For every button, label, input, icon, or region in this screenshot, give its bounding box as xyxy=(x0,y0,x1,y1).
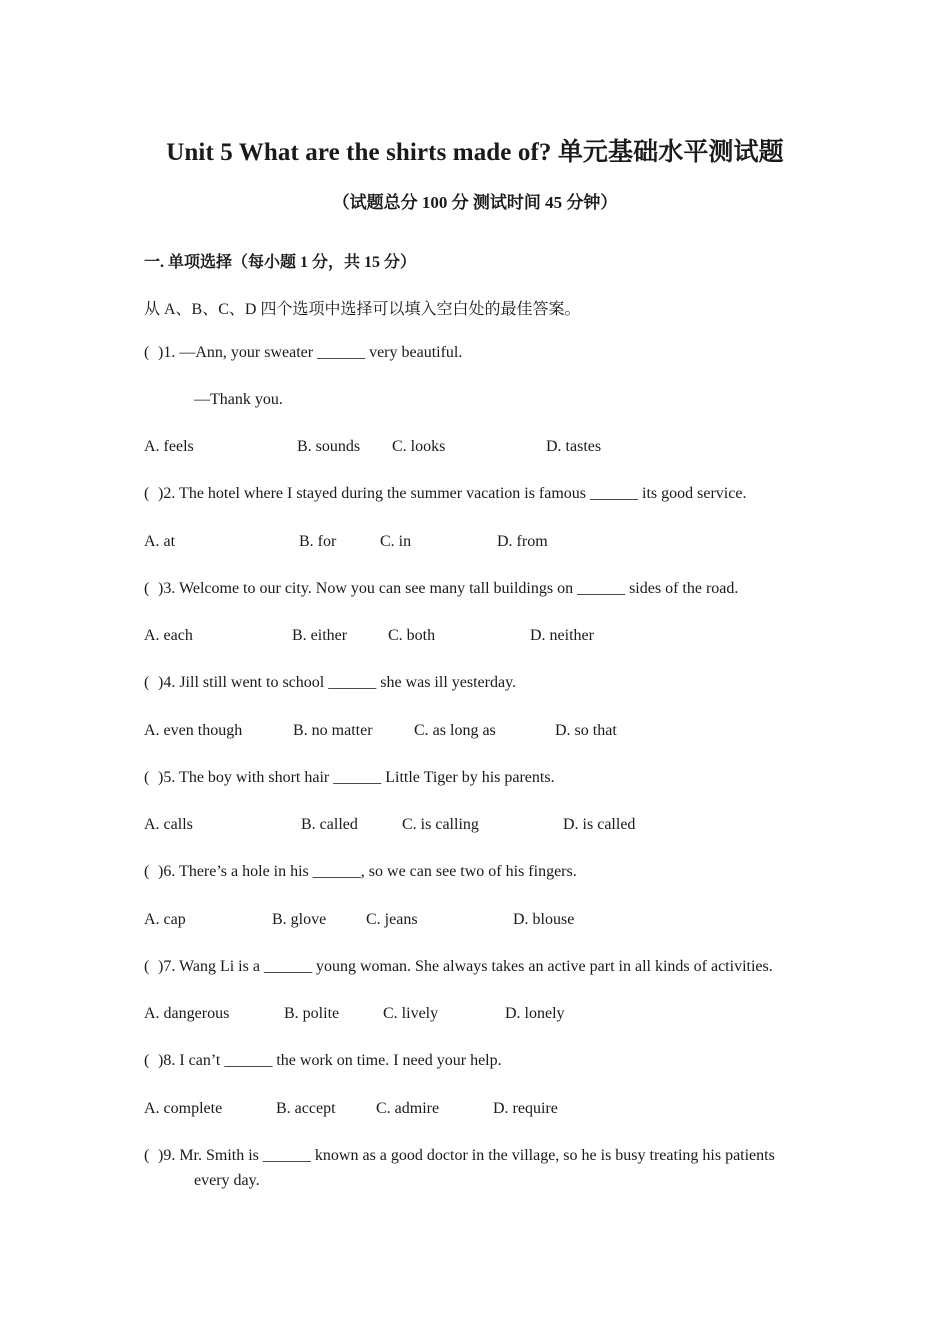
option-d: D. so that xyxy=(555,722,617,739)
question-3 xyxy=(144,580,738,598)
option-a: A. feels xyxy=(144,438,194,455)
option-b: B. for xyxy=(299,533,337,550)
section-heading: 一. 单项选择（每小题 1 分，共 15 分） xyxy=(144,254,417,271)
question-5 xyxy=(144,769,555,787)
question-stem: )2. The hotel where I stayed during the summer vacation is famous ______ its good service. xyxy=(158,485,747,502)
question-stem-continued: every day. xyxy=(194,1172,260,1189)
option-a: A. calls xyxy=(144,816,193,833)
option-a: A. dangerous xyxy=(144,1005,230,1022)
option-b: B. called xyxy=(301,816,358,833)
option-d: D. tastes xyxy=(546,438,602,455)
question-4 xyxy=(144,674,516,692)
option-b: B. accept xyxy=(276,1100,336,1117)
question-stem: )4. Jill still went to school ______ she was ill yesterday. xyxy=(158,674,517,691)
page-subtitle: （试题总分 100 分 测试时间 45 分钟） xyxy=(332,193,618,212)
question-stem: )5. The boy with short hair ______ Little Tiger by his parents. xyxy=(158,769,555,786)
answer-bracket: ( xyxy=(144,769,150,786)
question-2 xyxy=(144,485,746,503)
option-c: C. in xyxy=(380,533,412,550)
option-a: A. complete xyxy=(144,1100,223,1117)
question-stem: )1. —Ann, your sweater ______ very beautiful. xyxy=(158,344,463,361)
option-d: D. blouse xyxy=(513,911,575,928)
option-b: B. glove xyxy=(272,911,327,928)
question-7 xyxy=(144,958,773,976)
option-c: C. jeans xyxy=(366,911,418,928)
question-6 xyxy=(144,863,577,881)
option-b: B. sounds xyxy=(297,438,361,455)
option-c: C. looks xyxy=(392,438,446,455)
question-stem: )8. I can’t ______ the work on time. I need your help. xyxy=(158,1052,502,1069)
option-c: C. as long as xyxy=(414,722,496,739)
section-instruction: 从 A、B、C、D 四个选项中选择可以填入空白处的最佳答案。 xyxy=(144,301,581,318)
option-a: A. even though xyxy=(144,722,243,739)
answer-bracket: ( xyxy=(144,344,150,361)
answer-bracket: ( xyxy=(144,580,150,597)
answer-bracket: ( xyxy=(144,1052,150,1069)
question-stem: )7. Wang Li is a ______ young woman. She always takes an active part in all kinds of activities. xyxy=(158,958,773,975)
option-c: C. both xyxy=(388,627,436,644)
option-d: D. from xyxy=(497,533,548,550)
option-d: D. is called xyxy=(563,816,636,833)
question-stem: )6. There’s a hole in his ______, so we can see two of his fingers. xyxy=(158,863,577,880)
answer-bracket: ( xyxy=(144,1147,150,1164)
answer-bracket: ( xyxy=(144,863,150,880)
option-a: A. cap xyxy=(144,911,186,928)
question-stem: )9. Mr. Smith is ______ known as a good doctor in the village, so he is busy treating his patients xyxy=(158,1147,775,1164)
option-c: C. admire xyxy=(376,1100,440,1117)
option-c: C. lively xyxy=(383,1005,439,1022)
option-a: A. each xyxy=(144,627,193,644)
question-1-reply: —Thank you. xyxy=(194,391,283,408)
option-a: A. at xyxy=(144,533,176,550)
option-c: C. is calling xyxy=(402,816,479,833)
page-title: Unit 5 What are the shirts made of? 单元基础水平测试题 xyxy=(166,139,784,166)
question-1 xyxy=(144,344,462,362)
question-8 xyxy=(144,1052,502,1070)
option-b: B. either xyxy=(292,627,348,644)
question-stem: )3. Welcome to our city. Now you can see many tall buildings on ______ sides of the road. xyxy=(158,580,739,597)
option-b: B. no matter xyxy=(293,722,373,739)
option-d: D. require xyxy=(493,1100,558,1117)
option-d: D. neither xyxy=(530,627,594,644)
option-d: D. lonely xyxy=(505,1005,565,1022)
question-9 xyxy=(144,1143,814,1193)
answer-bracket: ( xyxy=(144,958,150,975)
answer-bracket: ( xyxy=(144,674,150,691)
answer-bracket: ( xyxy=(144,485,150,502)
option-b: B. polite xyxy=(284,1005,340,1022)
